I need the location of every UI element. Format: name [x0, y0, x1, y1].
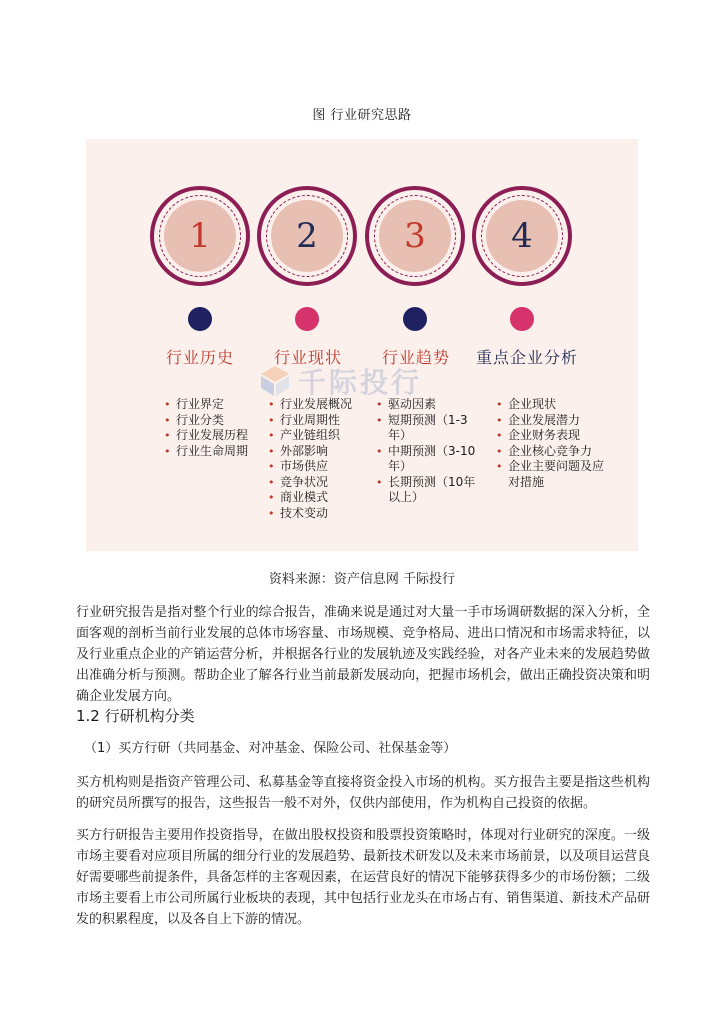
- step-2-dot: [295, 307, 319, 331]
- list-item: • 市场供应: [268, 459, 360, 475]
- step-3-number: 3: [379, 200, 451, 272]
- list-item: • 企业财务表现: [496, 428, 608, 444]
- subheading: （1）买方行研（共同基金、对冲基金、保险公司、社保基金等）: [84, 741, 457, 756]
- list-item: • 驱动因素: [376, 397, 476, 413]
- step-1-title: 行业历史: [166, 348, 235, 367]
- figure-source: 资料来源：资产信息网 千际投行: [268, 572, 456, 587]
- step-3-title: 行业趋势: [382, 348, 451, 367]
- step-2-list: [268, 397, 360, 521]
- step-1-list: [164, 397, 264, 459]
- list-item: • 行业发展历程: [164, 428, 264, 444]
- step-1-dot: [188, 307, 212, 331]
- watermark-text: 千际投行: [298, 366, 423, 399]
- step-4-dot: [510, 307, 534, 331]
- step-3-dot: [403, 307, 427, 331]
- step-2-ring: [257, 186, 357, 286]
- step-4-number: 4: [486, 200, 558, 272]
- step-1-ring: [150, 186, 250, 286]
- list-item: • 商业模式: [268, 490, 360, 506]
- list-item: • 长期预测（10年以上）: [376, 475, 476, 506]
- step-2-title: 行业现状: [274, 348, 343, 367]
- list-item: • 行业分类: [164, 413, 264, 429]
- list-item: • 竞争状况: [268, 475, 360, 491]
- list-item: • 行业生命周期: [164, 444, 264, 460]
- step-4-title: 重点企业分析: [476, 348, 579, 367]
- step-4-ring: [472, 186, 572, 286]
- list-item: • 产业链组织: [268, 428, 360, 444]
- step-3-ring: [365, 186, 465, 286]
- step-1-number: 1: [164, 200, 236, 272]
- step-4-list: [496, 397, 608, 490]
- paragraph-buy-side-usage: 买方行研报告主要用作投资指导，在做出股权投资和股票投资策略时，体现对行业研究的深度。一级市场主要看对应项目所属的细分行业的发展趋势、最新技术研发以及未来市场前景，以及项目运营良好需要哪些前提条件，具备怎样的主客观因素，在运营良好的情况下能够获得多少的市场份额；二级市场主要看上市公司所属行业板块的表现，其中包括行业龙头在市场占有、销售渠道、新技术产品研发的积累程度，以及各自上下游的情况。: [76, 828, 650, 927]
- list-item: • 企业核心竞争力: [496, 444, 608, 460]
- list-item: • 外部影响: [268, 444, 360, 460]
- list-item: • 企业发展潜力: [496, 413, 608, 429]
- list-item: • 技术变动: [268, 506, 360, 522]
- intro-paragraph: 行业研究报告是指对整个行业的综合报告，准确来说是通过对大量一手市场调研数据的深入分析，全面客观的剖析当前行业发展的总体市场容量、市场规模、竞争格局、进出口情况和市场需求特征，以及行业重点企业的产销运营分析，并根据各行业的发展轨迹及实践经验，对各产业未来的发展趋势做出准确分析与预测。帮助企业了解各行业当前最新发展动向，把握市场机会，做出正确投资决策和明确企业发展方向。: [76, 605, 650, 704]
- list-item: • 行业发展概况: [268, 397, 360, 413]
- list-item: • 行业周期性: [268, 413, 360, 429]
- list-item: • 中期预测（3-10年）: [376, 444, 476, 475]
- list-item: • 行业界定: [164, 397, 264, 413]
- step-3-list: [376, 397, 476, 506]
- list-item: • 短期预测（1-3年）: [376, 413, 476, 444]
- section-heading: 1.2 行研机构分类: [76, 707, 195, 725]
- paragraph-buy-side-definition: 买方机构则是指资产管理公司、私募基金等直接将资金投入市场的机构。买方报告主要是指这些机构的研究员所撰写的报告，这些报告一般不对外，仅供内部使用，作为机构自己投资的依据。: [76, 775, 650, 811]
- research-approach-figure: [86, 139, 638, 551]
- figure-caption: 图 行业研究思路: [312, 108, 412, 123]
- watermark-logo-icon: [258, 364, 292, 398]
- list-item: • 企业主要问题及应对措施: [496, 459, 608, 490]
- list-item: • 企业现状: [496, 397, 608, 413]
- step-2-number: 2: [271, 200, 343, 272]
